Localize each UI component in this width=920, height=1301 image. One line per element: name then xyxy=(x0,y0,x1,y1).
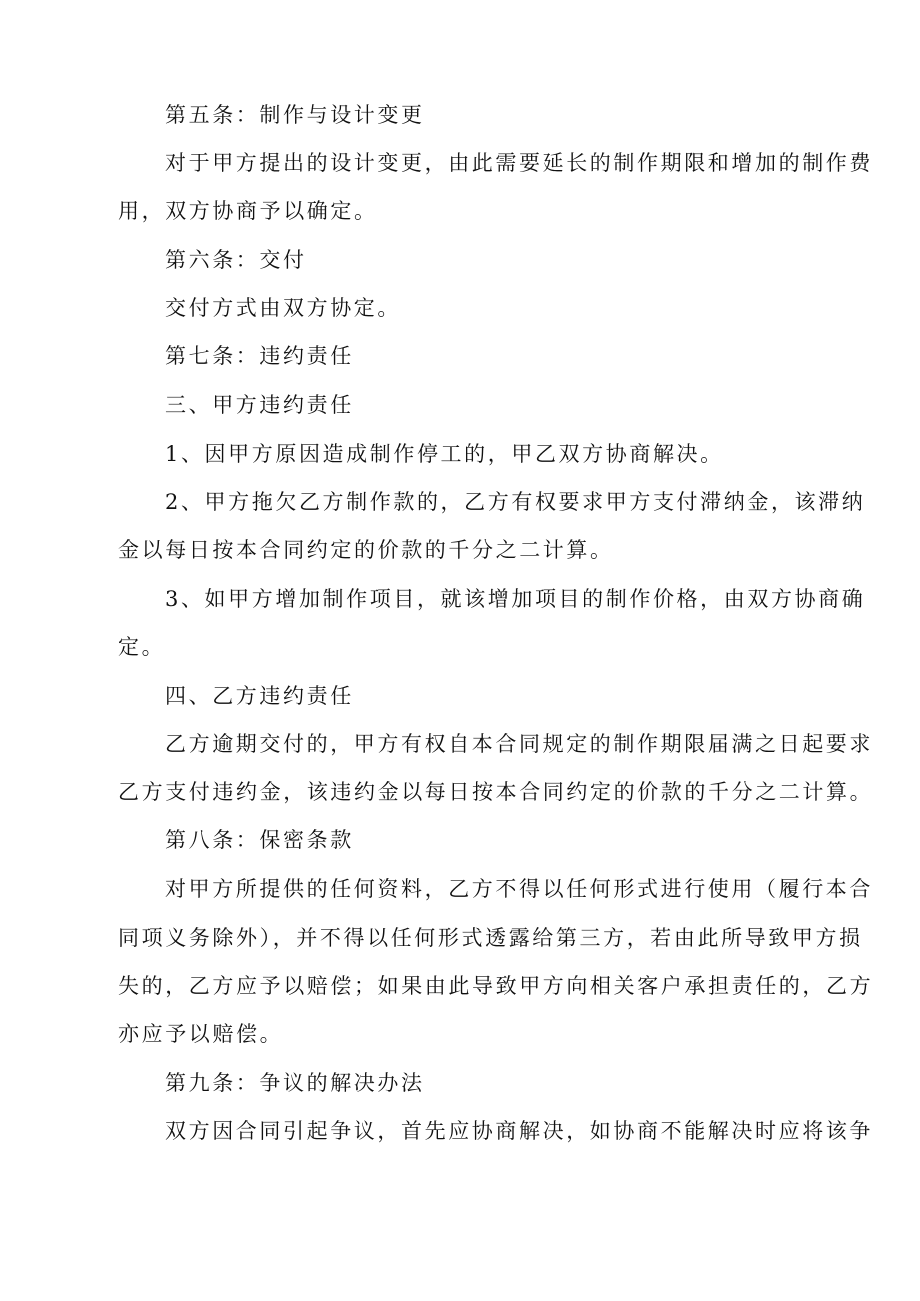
clause-2-text-line-2: 金以每日按本合同约定的价款的千分之二计算。 xyxy=(118,538,614,562)
article-6-text: 交付方式由双方协定。 xyxy=(165,296,401,320)
article-8-text-line-2: 同项义务除外），并不得以任何形式透露给第三方，若由此所导致甲方损 xyxy=(118,926,863,950)
section-4-text-line-1: 乙方逾期交付的，甲方有权自本合同规定的制作期限届满之日起要求 xyxy=(165,732,873,756)
article-8-heading: 第八条：保密条款 xyxy=(165,828,354,852)
clause-3-text-line-2: 定。 xyxy=(118,635,166,659)
section-4-heading: 四、乙方违约责任 xyxy=(165,684,354,708)
article-8-text-line-4: 亦应予以赔偿。 xyxy=(118,1022,284,1046)
section-3-heading: 三、甲方违约责任 xyxy=(165,393,354,417)
article-5-text-line-2: 用，双方协商予以确定。 xyxy=(118,199,378,223)
article-9-heading: 第九条：争议的解决办法 xyxy=(165,1071,425,1095)
article-5-heading: 第五条：制作与设计变更 xyxy=(165,103,425,127)
article-9-text-line-1: 双方因合同引起争议，首先应协商解决，如协商不能解决时应将该争 xyxy=(165,1119,873,1143)
clause-2-text-line-1: 2、甲方拖欠乙方制作款的，乙方有权要求甲方支付滞纳金，该滞纳 xyxy=(165,490,866,514)
article-6-heading: 第六条：交付 xyxy=(165,248,307,272)
article-7-heading: 第七条：违约责任 xyxy=(165,344,354,368)
clause-1-text: 1、因甲方原因造成制作停工的，甲乙双方协商解决。 xyxy=(165,442,724,466)
section-4-text-line-2: 乙方支付违约金，该违约金以每日按本合同约定的价款的千分之二计算。 xyxy=(118,780,874,804)
article-5-text-line-1: 对于甲方提出的设计变更，由此需要延长的制作期限和增加的制作费 xyxy=(165,151,873,175)
article-8-text-line-1: 对甲方所提供的任何资料，乙方不得以任何形式进行使用（履行本合 xyxy=(165,877,873,901)
article-8-text-line-3: 失的，乙方应予以赔偿；如果由此导致甲方向相关客户承担责任的，乙方 xyxy=(118,974,874,998)
clause-3-text-line-1: 3、如甲方增加制作项目，就该增加项目的制作价格，由双方协商确 xyxy=(165,587,866,611)
